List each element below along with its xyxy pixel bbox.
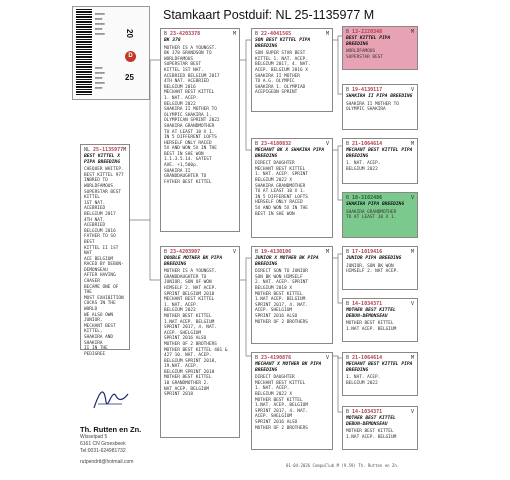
- pigeon-card-mmm[interactable]: B 14-1034371 V MOTHER BEST KITTEL DEBUN-DEMONSEAU MOTHER BEST KITTEL 1.NAT ACEP. BELGIUM: [342, 406, 418, 450]
- pigeon-name: JUNIOR X MOTHER BK PIPA BREEDING: [255, 256, 319, 267]
- footer-text: 01-04-2026 CompuClub M (9.59) Th. Rutten en Zn.: [286, 463, 400, 468]
- breeder-city: 6161 CN Groesbeek: [80, 441, 126, 447]
- pigeon-card-fmm[interactable]: B 18-3102486 V SHAKIRA PIPA BREEDING SHAKIRA GRANDMOTHER TO AT LEAST 10 X 1.: [342, 192, 418, 238]
- pigeon-description: SHAKIRA II MOTHER TO OLYMPIC SHAKIRA: [346, 101, 399, 113]
- barcode-icon: [76, 9, 92, 95]
- breeder-block: [80, 425, 141, 466]
- ring-circle-icon: D: [125, 51, 136, 62]
- pigeon-card-mm[interactable]: B 23-4190876 V MECHANT X MOTHER BK PIPA BREEDING DIRECT DAUGHTER MECHANT BEST KITTEL 1. NAT. ACEP. BELGIUM 2022 X MOTHER BEST KITTEL 1.NAT. ACEP. BELGIUM SPRINT 2017, 4. NAT. ACEP. SHELGIUM SPRINT 2016 ALSO MOTHER OF 2 BROTHERS: [251, 352, 333, 450]
- ring-card: ▬▬▬▬ ▬▬▬ ▬▬▬▬ ▬▬▬ ▬▬▬▬ ▬▬▬ ▬▬▬▬ ▬▬▬ ▬▬▬▬ ▬▬▬ 20 25 D: [72, 6, 150, 100]
- pigeon-card-main[interactable]: NL 25-1135977 M BEST KITTEL X PIPA BREEDING CHEQUER WHITEP. BEST KITTEL 977 INBRED TO WORLDFAMOUS SUPERSTAR BEST KITTEL 1ST NAT. ACEBRIED BELGIUM 2017 4TH NAT. ACEBRIED BELGIUM 2016 FATHER TO SO BEST KITTEL II 1ST NAT ACE BELGIUM RACED BY DEBUN- DEMONSEAU AFTER HAVING CHASER BECAME ONE OF THE MOST EXHIBITION COCKS IN THE WORLD WE ALSO OWN JUNIOR, MECHANT BEST KITTEL, SHAKIRA AND SHAKIRA II IN THE PEDIGREE: [80, 144, 130, 350]
- breeder-email[interactable]: rutpendrtt@hotmail.com: [80, 459, 134, 465]
- pigeon-name: MECHANT X MOTHER BK PIPA BREEDING: [255, 362, 322, 373]
- pigeon-card-fmf[interactable]: B 21-1064614 M MECHANT BEST KITTEL PIPA BREEDING 1. NAT. ACEP. BELGIUM 2022: [342, 138, 418, 184]
- pigeon-description: MOTHER IS A YOUNGST. GRANDDAUGHTER TO JUNIOR, SON OF WON HIMSELF 2. NAT ACEP. SPRINT BELGIUM 2018 MECHANT BEST KITTEL 1. NAT. ACEP. BELGIUM 2022 MOTHER BEST KITTEL 1.NAT ACEP. BELGIUM SPRINT 2017, 4. NAT. ACEP. SHELGIUM SPRINT 2016 ALSO MOTHER OF 2 BROTHERS MOTHER BEST KITTEL 401 & 427 10. NAT. ACEP. BELGIUM SPRINT 2018, 19.NAT. ACEP. BELGIUM SPRINT 2018 MOTHER BEST KITTEL 10 GRANDMOTHER 2. NAT ACEP. BELGIUM SPRINT 2018: [164, 269, 228, 398]
- pigeon-description: 1. NAT. ACEP. BELGIUM 2022: [346, 161, 381, 172]
- ring-number-top: 20: [124, 29, 134, 38]
- pigeon-description: SHAKIRA GRANDMOTHER TO AT LEAST 10 X 1.: [346, 209, 397, 221]
- pigeon-card-mother[interactable]: B 23-4203907 V DOUBLE MOTHER BK PIPA BREEDING MOTHER IS A YOUNGST. GRANDDAUGHTER TO JUNIOR, SON OF WON HIMSELF 2. NAT ACEP. SPRINT BELGIUM 2018 MECHANT BEST KITTEL 1. NAT. ACEP. BELGIUM 2022 MOTHER BEST KITTEL 1.NAT ACEP. BELGIUM SPRINT 2017, 4. NAT. ACEP. SHELGIUM SPRINT 2016 ALSO MOTHER OF 2 BROTHERS MOTHER BEST KITTEL 401 & 427 10. NAT. ACEP. BELGIUM SPRINT 2018, 19.NAT. ACEP. BELGIUM SPRINT 2018 MOTHER BEST KITTEL 10 GRANDMOTHER 2. NAT ACEP. BELGIUM SPRINT 2018: [160, 246, 240, 438]
- pigeon-name: MECHANT BK X SHAKIRA PIPA BREEDING: [255, 148, 325, 159]
- pigeon-description: MOTHER BEST KITTEL 1.NAT ACEP. BELGIUM: [346, 429, 397, 440]
- pigeon-description: CHEQUER WHITEP. BEST KITTEL 977 INBRED TO WORLDFAMOUS SUPERSTAR BEST KITTEL 1ST NAT. ACEBRIED BELGIUM 2017 4TH NAT. ACEBRIED BELGIUM 2016 FATHER TO SO BEST KITTEL II 1ST NAT ACE BELGIUM RACED BY DEBUN- DEMONSEAU AFTER HAVING CHASER BECAME ONE OF THE MOST EXHIBITION COCKS IN THE WORLD WE ALSO OWN JUNIOR, MECHANT BEST KITTEL, SHAKIRA AND SHAKIRA II IN THE PEDIGREE: [84, 167, 124, 357]
- signature-icon: [92, 382, 130, 412]
- pigeon-name: BK 378: [164, 38, 181, 43]
- pigeon-name: DOUBLE MOTHER BK PIPA BREEDING: [164, 256, 223, 267]
- pigeon-description: MOTHER BEST KITTEL 1.NAT ACEP. BELGIUM: [346, 321, 397, 332]
- pigeon-description: JUNIOR, SON BK WON HIMSELF 2. NAT ACEP.: [346, 263, 399, 275]
- pigeon-name: MOTHER BEST KITTEL DEBUN-DEMONSEAU: [346, 416, 396, 427]
- pigeon-description: DIRECT SON TO JUNIOR SON BK WON HIMSELF 2. NAT. ACEP. SPRINT BELGIUM 2018 X MOTHER BEST KITTEL 1.NAT ACEP. BELGIUM SPRINT 2017, 4. NAT. ACEP. SHELGIUM SPRINT 2016 ALSO MOTHER OF 2 BROTHERS: [255, 269, 308, 325]
- pigeon-name: JUNIOR PIPA BREEDING: [346, 256, 402, 261]
- pigeon-card-fff[interactable]: B 13-2220348 M BEST KITTEL PIPA BREEDING WORLDFAMOUS SUPERSTAR BEST: [342, 26, 418, 70]
- pigeon-description: 1. NAT. ACEP. BELGIUM 2022: [346, 375, 381, 386]
- pigeon-description: SON SUPER STAR BEST KITTEL 1. NAT. ACEP. BELGIUM 2017, 4. NAT. ACEP. BELGIUM 2016 X SHAKIRA II MOTHER TO A.G. OLYMPIC SHAKIRA 1. OLYMPIAD ACEPIGEON SPRINT: [255, 51, 311, 96]
- ring-number-bottom: 25: [125, 73, 134, 82]
- pigeon-name: BEST KITTEL X PIPA BREEDING: [84, 154, 120, 165]
- pigeon-card-ff[interactable]: B 22-4041565 M SON BEST KITTEL PIPA BREEDING SON SUPER STAR BEST KITTEL 1. NAT. ACEP. BELGIUM 2017, 4. NAT. ACEP. BELGIUM 2016 X SHAKIRA II MOTHER TO A.G. OLYMPIC SHAKIRA 1. OLYMPIAD ACEPIGEON SPRINT: [251, 28, 333, 112]
- pigeon-name: SHAKIRA PIPA BREEDING: [346, 202, 405, 207]
- pigeon-card-mfm[interactable]: B 14-1034371 V MOTHER BEST KITTEL DEBUN-DEMONSEAU MOTHER BEST KITTEL 1.NAT ACEP. BELGIUM: [342, 298, 418, 342]
- pigeon-name: BEST KITTEL PIPA BREEDING: [346, 36, 391, 47]
- page-title: Stamkaart Postduif: NL 25-1135977 M: [163, 8, 375, 22]
- pigeon-name: MOTHER BEST KITTEL DEBUN-DEMONSEAU: [346, 308, 396, 319]
- pigeon-card-fm[interactable]: B 23-4180832 V MECHANT BK X SHAKIRA PIPA BREEDING DIRECT DAUGHTER MECHANT BEST KITTEL 1. NAT. ACEP. SPRINT BELGIUM 2022 X SHAKIRA GRANDMOTHER TO AT LEAST 10 X 1. IN 5 DIFFERENT LOFTS HERSELF ONLY RACED 5X AND WON 5X IN THE BEST IN SHE WON: [251, 138, 333, 238]
- pigeon-name: MECHANT BEST KITTEL PIPA BREEDING: [346, 148, 413, 159]
- pigeon-description: DIRECT DAUGHTER MECHANT BEST KITTEL 1. NAT. ACEP. SPRINT BELGIUM 2022 X SHAKIRA GRANDMOTHER TO AT LEAST 10 X 1. IN 5 DIFFERENT LOFTS HERSELF ONLY RACED 5X AND WON 5X IN THE BEST IN SHE WON: [255, 161, 308, 217]
- pigeon-card-mf[interactable]: B 19-4130106 M JUNIOR X MOTHER BK PIPA BREEDING DIRECT SON TO JUNIOR SON BK WON HIMSELF 2. NAT. ACEP. SPRINT BELGIUM 2018 X MOTHER BEST KITTEL 1.NAT ACEP. BELGIUM SPRINT 2017, 4. NAT. ACEP. SHELGIUM SPRINT 2016 ALSO MOTHER OF 2 BROTHERS: [251, 246, 333, 344]
- pigeon-description: DIRECT DAUGHTER MECHANT BEST KITTEL 1. NAT. ACEP. BELGIUM 2022 X MOTHER BEST KITTEL 1.NAT. ACEP. BELGIUM SPRINT 2017, 4. NAT. ACEP. SHELGIUM SPRINT 2016 ALSO MOTHER OF 2 BROTHERS: [255, 375, 308, 431]
- pigeon-card-mmf[interactable]: B 21-1064614 M MECHANT BEST KITTEL PIPA BREEDING 1. NAT. ACEP. BELGIUM 2022: [342, 352, 418, 396]
- pigeon-name: SON BEST KITTEL PIPA BREEDING: [255, 38, 311, 49]
- pigeon-name: MECHANT BEST KITTEL PIPA BREEDING: [346, 362, 413, 373]
- pigeon-card-mff[interactable]: B 17-1019416 M JUNIOR PIPA BREEDING JUNIOR, SON BK WON HIMSELF 2. NAT ACEP.: [342, 246, 418, 290]
- breeder-address: Wisselpad 5: [80, 434, 108, 440]
- pigeon-card-father[interactable]: B 23-4203378 M BK 378 MOTHER IS A YOUNGST. BK 378 GRANDSON TO WORLDFAMOUS SUPERSTAR BEST KITTEL 1ST NAT. ACEBRIED BELGIUM 2017 4TH NAT. ACEBRIED BELGIUM 2016 MECHANT BEST KITTEL 1. NAT. ACEP. BELGIUM 2022 SHAKIRA II MOTHER TO OLYMPIC SHAKIRA 1. OLYMPICAN SPRINT 2022 SHAKIRA GRANDMOTHER TO AT LEAST 10 X 1. IN 5 DIFFERENT LOFTS HERSELF ONLY RACED 5X AND WON 5X IN THE BEST IN SHE WON 1.1.3.5.14. GATEST AVE. +1,500p. SHAKIRA II GRANDDAUGHTER TO FATHER BEST KITTEL: [160, 28, 240, 232]
- pigeon-name: SHAKIRA II PIPA BREEDING: [346, 94, 413, 99]
- breeder-phone: Tel:0031-624981732: [80, 448, 126, 454]
- pigeon-description: MOTHER IS A YOUNGST. BK 378 GRANDSON TO WORLDFAMOUS SUPERSTAR BEST KITTEL 1ST NAT. ACEBRIED BELGIUM 2017 4TH NAT. ACEBRIED BELGIUM 2016 MECHANT BEST KITTEL 1. NAT. ACEP. BELGIUM 2022 SHAKIRA II MOTHER TO OLYMPIC SHAKIRA 1. OLYMPICAN SPRINT 2022 SHAKIRA GRANDMOTHER TO AT LEAST 10 X 1. IN 5 DIFFERENT LOFTS HERSELF ONLY RACED 5X AND WON 5X IN THE BEST IN SHE WON 1.1.3.5.14. GATEST AVE. +1,500p. SHAKIRA II GRANDDAUGHTER TO FATHER BEST KITTEL: [164, 45, 220, 185]
- pigeon-description: WORLDFAMOUS SUPERSTAR BEST: [346, 49, 384, 60]
- pigeon-card-ffm[interactable]: B 19-4130117 V SHAKIRA II PIPA BREEDING SHAKIRA II MOTHER TO OLYMPIC SHAKIRA: [342, 84, 418, 130]
- breeder-name: Th. Rutten en Zn.: [80, 425, 142, 434]
